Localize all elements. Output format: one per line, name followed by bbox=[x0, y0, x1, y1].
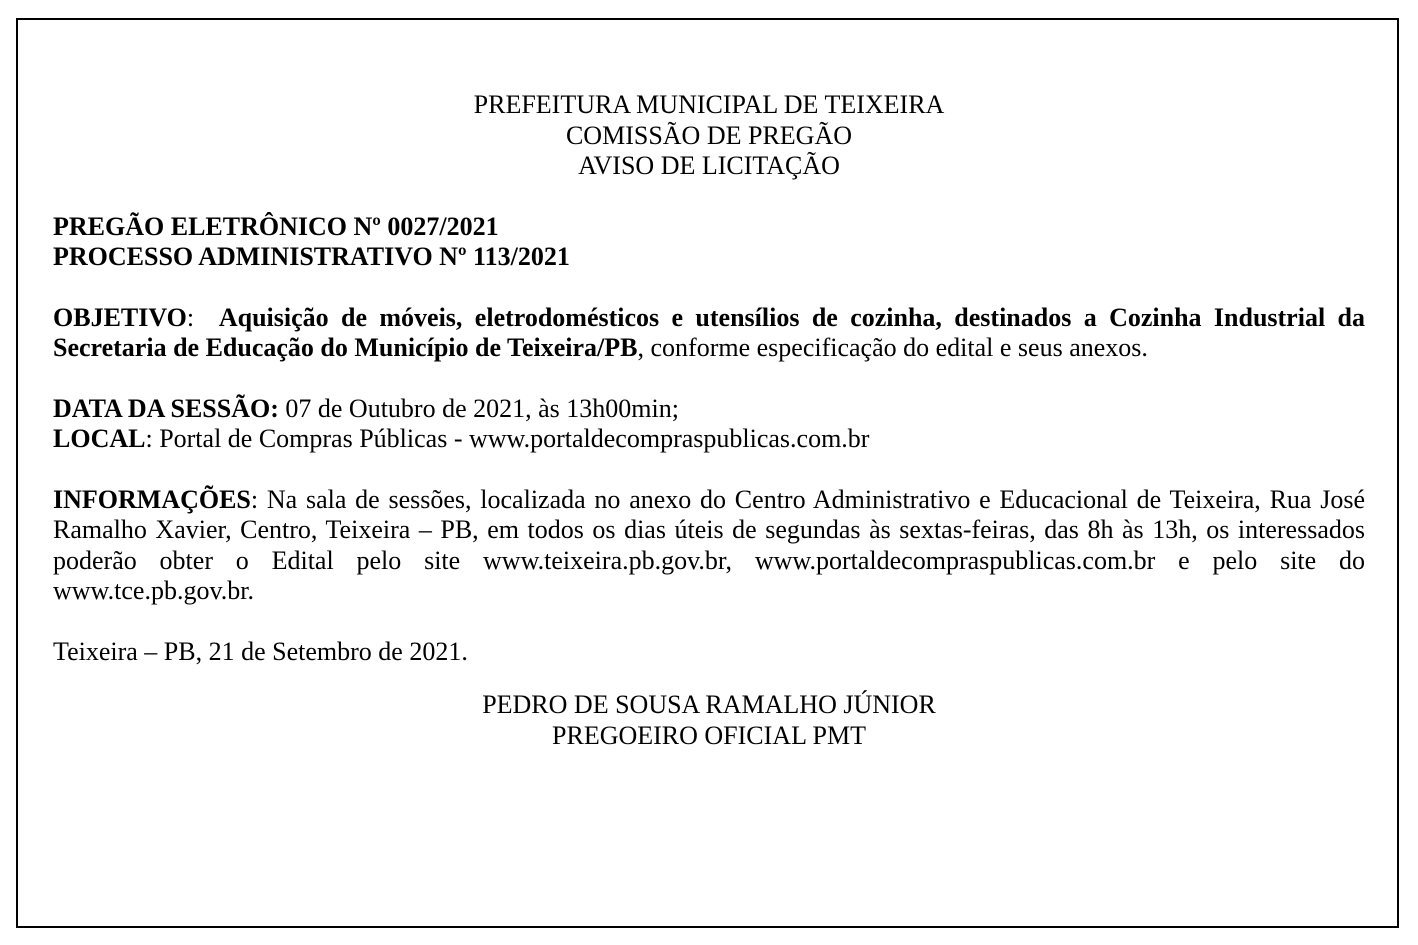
local-value: : Portal de Compras Públicas - www.portaldecompraspublicas.com.br bbox=[145, 424, 870, 453]
informacoes-value: : Na sala de sessões, localizada no anexo do Centro Administrativo e Educacional de Teixeira, Rua José Ramalho Xavier, Centro, Teixeira – PB, em todos os dias úteis de segundas às sextas-feiras, das 8h às 13h, os interessados poderão obter o Edital pelo site www.teixeira.pb.gov.br, www.portaldecompraspublicas.com.br e pelo site do www.tce.pb.gov.br. bbox=[53, 484, 1365, 605]
objetivo-sep: : bbox=[186, 302, 195, 332]
pregao-number: PREGÃO ELETRÔNICO Nº 0027/2021 bbox=[53, 211, 499, 241]
objetivo-bold-text: Aquisição de móveis, eletrodomésticos e utensílios de cozinha, destinados a Cozinha Industrial da Secretaria de Educação do Município de Teixeira/PB bbox=[53, 302, 1366, 362]
notice-header bbox=[53, 90, 1365, 182]
informacoes-paragraph bbox=[53, 485, 1365, 607]
sessao-value: 07 de Outubro de 2021, às 13h00min; bbox=[278, 393, 679, 423]
objetivo-paragraph bbox=[53, 303, 1365, 364]
objetivo-rest-text: , conforme especificação do edital e seus anexos. bbox=[637, 333, 1148, 362]
notice-ids bbox=[53, 212, 1365, 273]
signature-block bbox=[53, 690, 1365, 751]
sessao-line bbox=[53, 394, 1365, 425]
informacoes-label: INFORMAÇÕES bbox=[53, 484, 251, 514]
header-commission: COMISSÃO DE PREGÃO bbox=[565, 120, 853, 150]
local-line bbox=[53, 424, 1365, 455]
objetivo-label: OBJETIVO bbox=[53, 302, 187, 332]
header-notice-title: AVISO DE LICITAÇÃO bbox=[578, 151, 840, 180]
local-label: LOCAL bbox=[53, 424, 146, 453]
signature-name: PEDRO DE SOUSA RAMALHO JÚNIOR bbox=[482, 690, 936, 719]
header-municipality: PREFEITURA MUNICIPAL DE TEIXEIRA bbox=[473, 90, 945, 119]
sessao-label: DATA DA SESSÃO: bbox=[53, 393, 279, 423]
processo-number: PROCESSO ADMINISTRATIVO Nº 113/2021 bbox=[53, 242, 570, 271]
date-line: Teixeira – PB, 21 de Setembro de 2021. bbox=[53, 636, 468, 666]
notice-content bbox=[53, 90, 1365, 751]
signature-title: PREGOEIRO OFICIAL PMT bbox=[552, 720, 866, 750]
session-info bbox=[53, 394, 1365, 455]
